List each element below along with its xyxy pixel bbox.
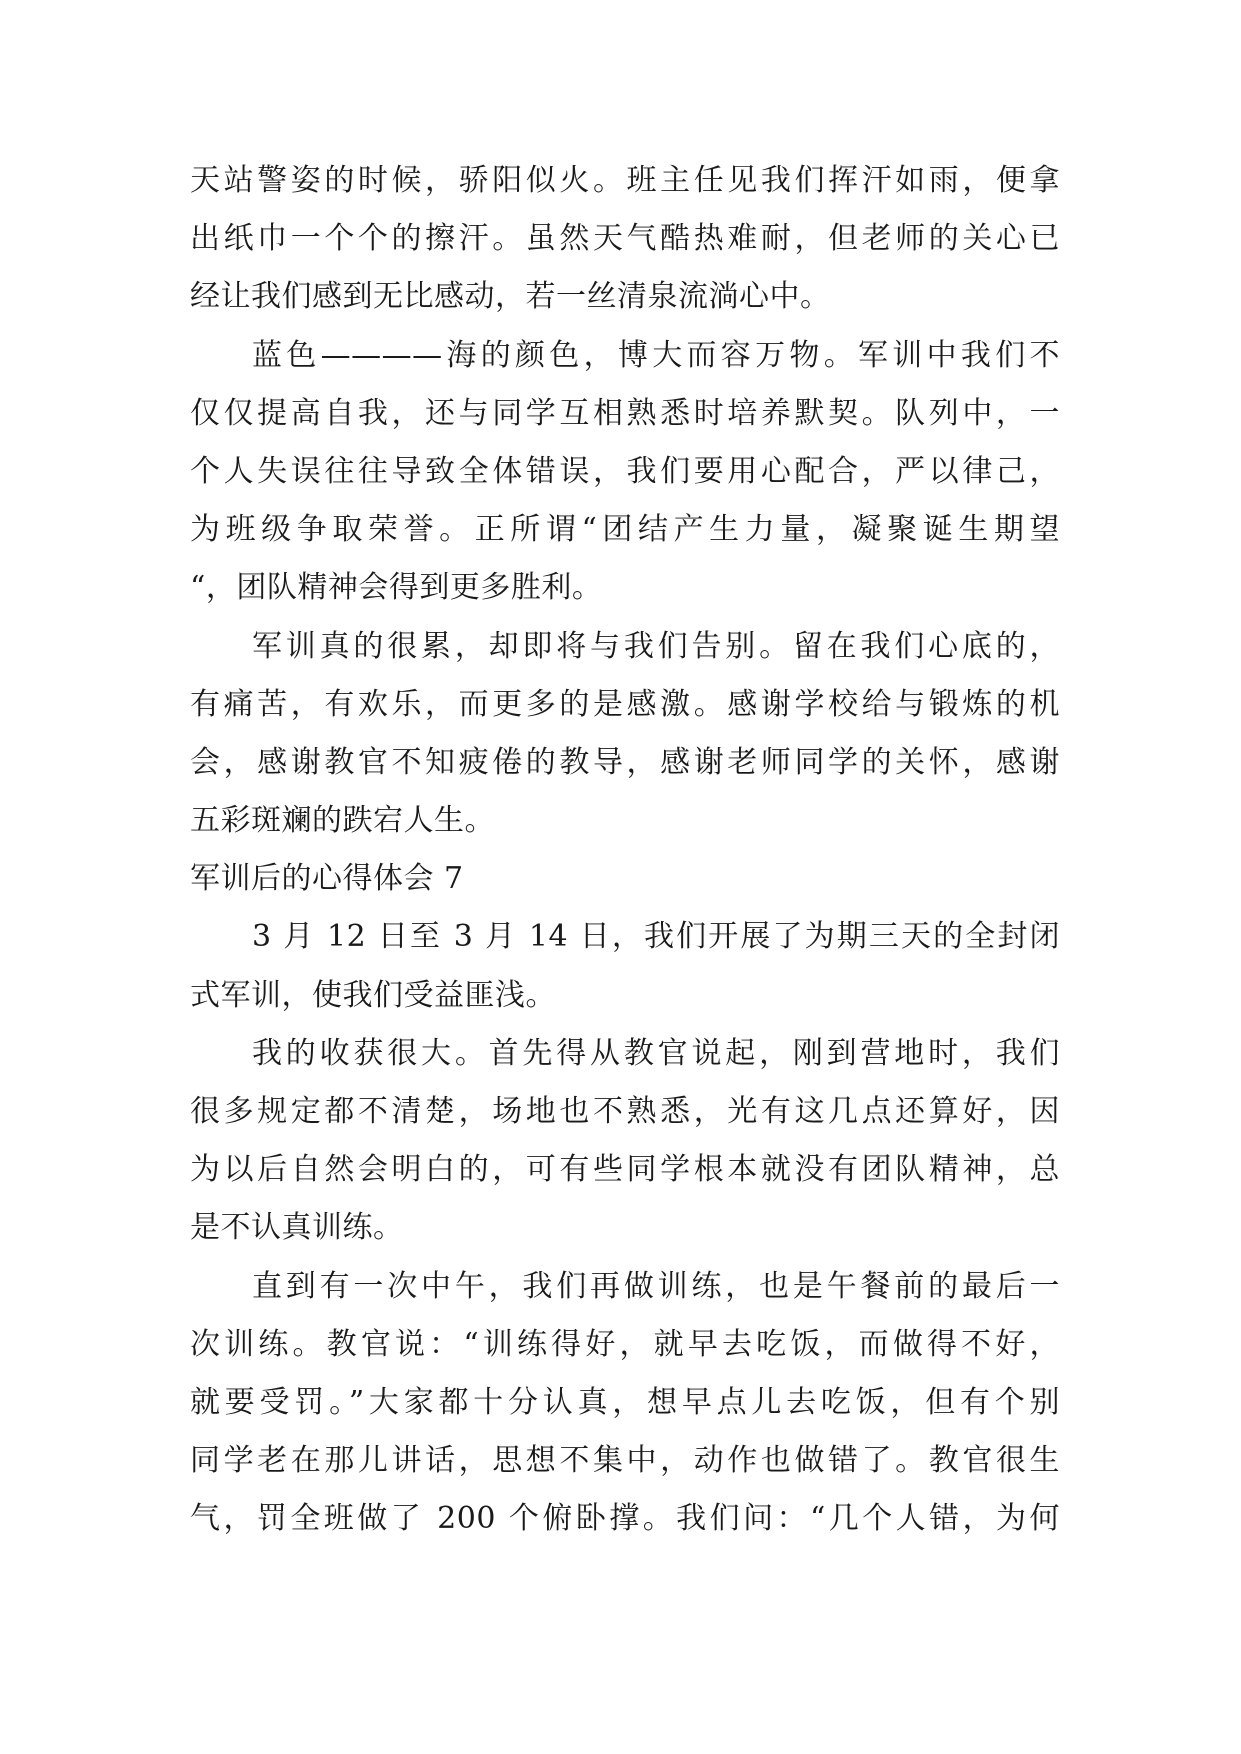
text-line: 直到有一次中午，我们再做训练，也是午餐前的最后一 <box>252 1268 1060 1304</box>
text-line: 是不认真训练。 <box>190 1210 404 1246</box>
text-line: “，团队精神会得到更多胜利。 <box>190 570 603 606</box>
text-line: 3 月 12 日至 3 月 14 日，我们开展了为期三天的全封闭 <box>252 919 1060 955</box>
text-line: 同学老在那儿讲话，思想不集中，动作也做错了。教官很生 <box>190 1443 1060 1479</box>
text-line: 会，感谢教官不知疲倦的教导，感谢老师同学的关怀，感谢 <box>190 744 1060 780</box>
text-line: 为班级争取荣誉。正所谓“团结产生力量，凝聚诞生期望 <box>190 512 1060 548</box>
paragraph <box>190 1025 1060 1258</box>
text-line: 很多规定都不清楚，场地也不熟悉，光有这几点还算好，因 <box>190 1094 1060 1129</box>
paragraph <box>190 152 1060 327</box>
text-line: 为以后自然会明白的，可有些同学根本就没有团队精神，总 <box>190 1152 1060 1188</box>
text-line: 五彩斑斓的跌宕人生。 <box>190 803 495 839</box>
text-line: 蓝色————海的颜色，博大而容万物。军训中我们不 <box>252 337 1060 373</box>
text-line: 我的收获很大。首先得从教官说起，刚到营地时，我们 <box>252 1035 1060 1071</box>
text-line: 次训练。教官说：“训练得好，就早去吃饭，而做得不好， <box>190 1326 1060 1362</box>
text-line: 式军训，使我们受益匪浅。 <box>190 977 556 1013</box>
paragraph <box>190 908 1060 1024</box>
text-line: 就要受罚。”大家都十分认真，想早点儿去吃饭，但有个别 <box>190 1384 1060 1420</box>
text-line: 天站警姿的时候，骄阳似火。班主任见我们挥汗如雨，便拿 <box>190 163 1060 198</box>
text-line: 经让我们感到无比感动，若一丝清泉流淌心中。 <box>190 279 831 315</box>
paragraph <box>190 1258 1060 1549</box>
text-line: 仅仅提高自我，还与同学互相熟悉时培养默契。队列中，一 <box>190 395 1060 431</box>
text-line: 气，罚全班做了 200 个俯卧撑。我们问：“几个人错，为何 <box>190 1501 1060 1537</box>
text-line: 个人失误往往导致全体错误，我们要用心配合，严以律己， <box>190 453 1060 489</box>
section-heading: 军训后的心得体会 7 <box>190 861 464 897</box>
text-line: 有痛苦，有欢乐，而更多的是感激。感谢学校给与锻炼的机 <box>190 686 1060 722</box>
paragraph <box>190 327 1060 618</box>
document-body <box>190 152 1060 1549</box>
text-line: 出纸巾一个个的擦汗。虽然天气酷热难耐，但老师的关心已 <box>190 221 1060 257</box>
paragraph <box>190 618 1060 851</box>
text-line: 军训真的很累，却即将与我们告别。留在我们心底的， <box>252 628 1060 664</box>
